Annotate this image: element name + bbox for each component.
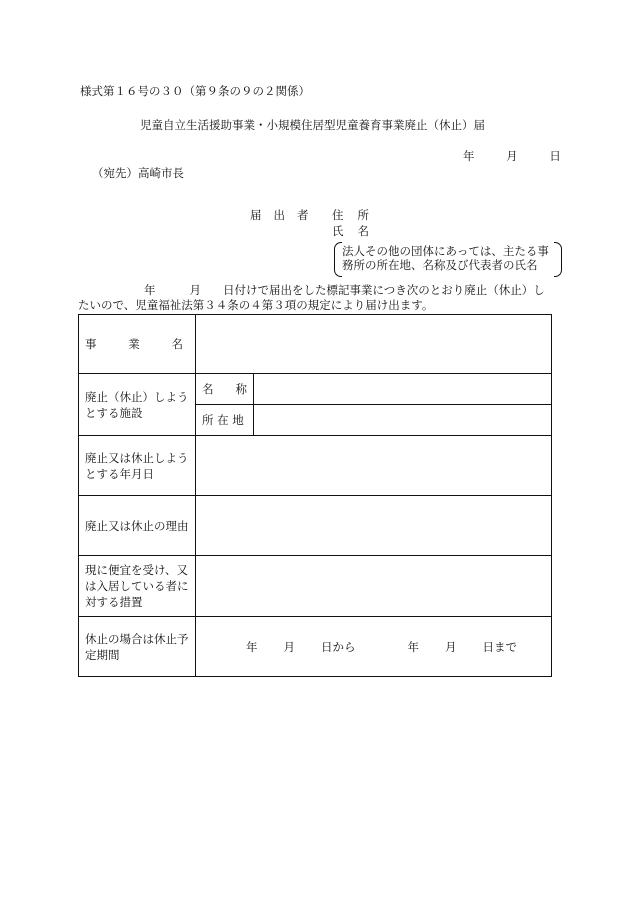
facility-location-field[interactable] (254, 405, 552, 436)
date-month: 月 (506, 149, 518, 163)
table-row (79, 556, 552, 617)
applicant-label: 届出者 (250, 208, 321, 222)
document-title: 児童自立生活援助事業・小規模住居型児童養育事業廃止（休止）届 (140, 118, 485, 132)
date-label: 廃止又は休止しようとする年月日 (79, 436, 196, 496)
intro-month: 月 (189, 283, 201, 297)
date-field[interactable] (196, 436, 552, 496)
note-text: 法人その他の団体にあっては、主たる事務所の所在地、名称及び代表者の氏名 (342, 244, 549, 272)
facility-label: 廃止（休止）しようとする施設 (79, 374, 196, 436)
notification-table (78, 314, 552, 677)
submission-date (463, 148, 561, 164)
table-row (79, 496, 552, 556)
representative-note (336, 244, 556, 272)
intro-year: 年 (144, 283, 156, 297)
applicant-block (250, 207, 383, 239)
measures-label: 現に便宜を受け、又は入居している者に対する措置 (79, 556, 196, 617)
addressee: （宛先）高崎市長 (92, 166, 184, 180)
period-field[interactable]: 年 月 日から 年 月 日まで (196, 617, 552, 677)
reason-label: 廃止又は休止の理由 (79, 496, 196, 556)
date-year: 年 (463, 149, 475, 163)
table-row (79, 374, 552, 405)
date-day: 日 (549, 149, 561, 163)
facility-name-field[interactable] (254, 374, 552, 405)
period-label: 休止の場合は休止予定期間 (79, 617, 196, 677)
table-row (79, 617, 552, 677)
facility-name-label: 名 称 (196, 374, 254, 405)
right-bracket (554, 242, 562, 277)
address-label: 住所 (332, 208, 383, 222)
intro-paragraph (78, 283, 554, 313)
table-row (79, 315, 552, 374)
facility-location-label: 所 在 地 (196, 405, 254, 436)
measures-field[interactable] (196, 556, 552, 617)
business-name-field[interactable] (196, 315, 552, 374)
form-number: 様式第１６号の３０（第９条の９の２関係） (80, 84, 310, 98)
left-bracket (334, 242, 342, 277)
intro-text: 日付けで届出をした標記事業につき次のとおり廃止（休止）したいので、児童福祉法第３４条の４第３項の規定により届け出ます。 (78, 283, 545, 312)
reason-field[interactable] (196, 496, 552, 556)
table-row (79, 436, 552, 496)
name-label: 氏名 (332, 224, 383, 238)
business-name-label: 事 業 名 (79, 315, 196, 374)
